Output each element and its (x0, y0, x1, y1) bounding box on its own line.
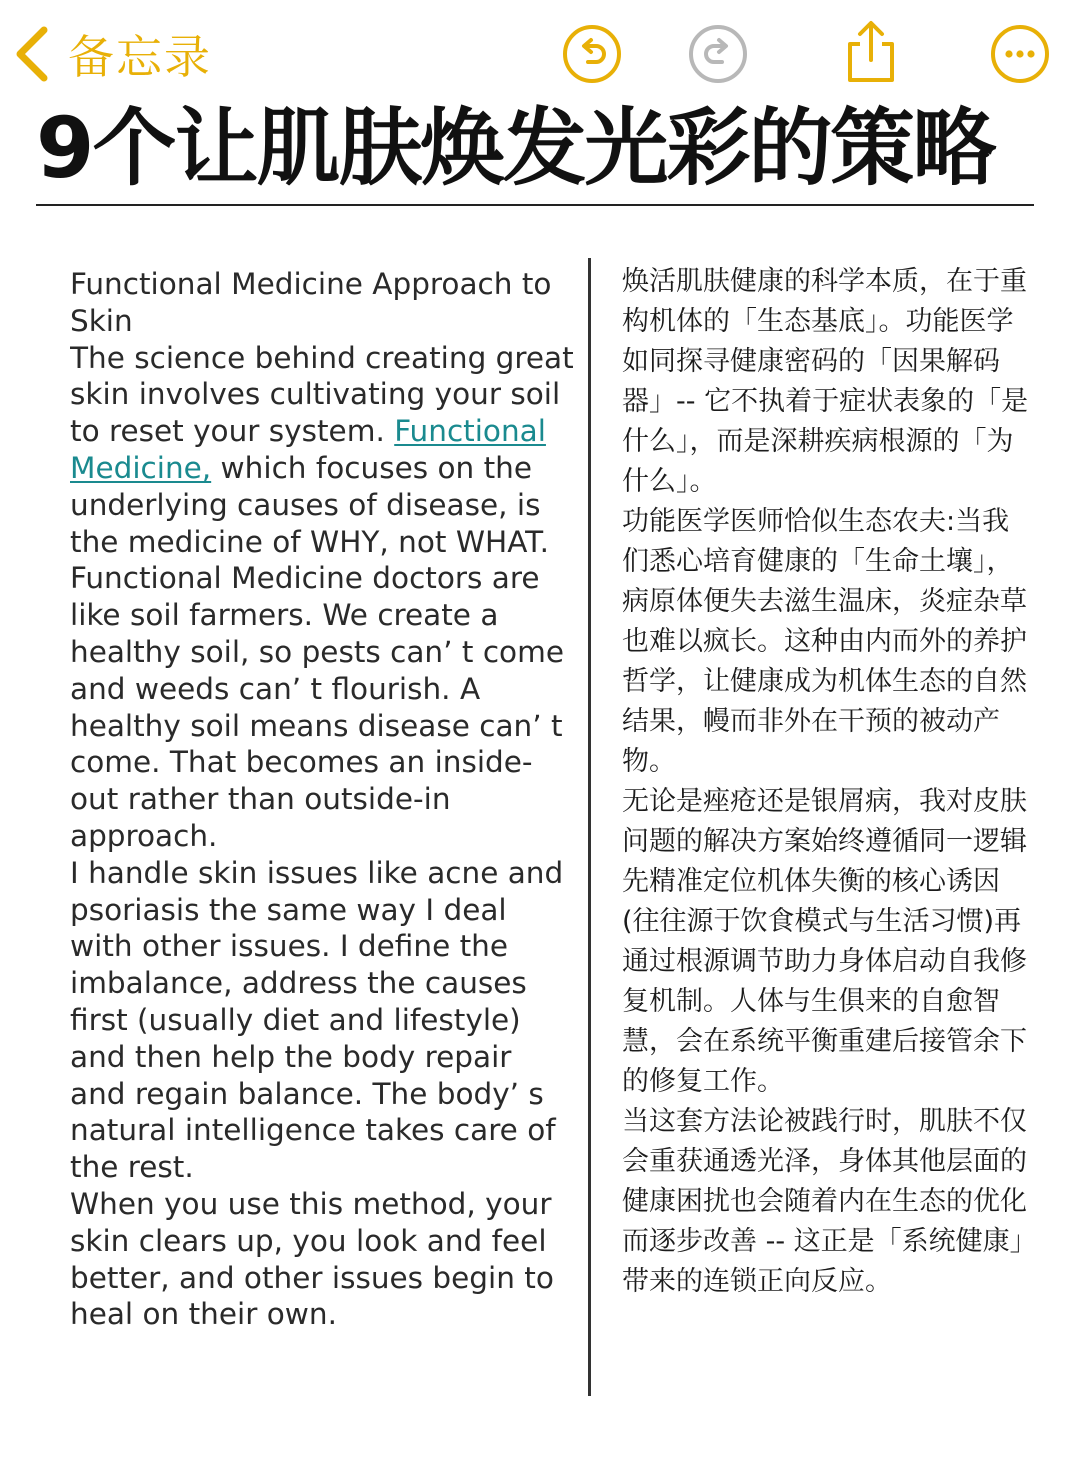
english-p1-text-a: The science behind creating great skin involves cultivating your soil to reset your system. (70, 340, 574, 449)
share-icon (842, 18, 900, 86)
redo-button[interactable] (688, 24, 748, 84)
english-paragraph-4: When you use this method, your skin clears up, you look and feel better, and other issues begin to heal on their own. (70, 1186, 554, 1332)
english-column (70, 266, 575, 1386)
english-p1-text-b: which focuses on the underlying causes of disease, is the medicine of WHY, not WHAT. (70, 450, 550, 559)
english-paragraph-3: I handle skin issues like acne and psoriasis the same way I deal with other issues. I define the imbalance, address the causes first (usually diet and lifestyle) and then help the body repair and regain balance. The body’ s natural intelligence takes care of the rest. (70, 855, 564, 1185)
share-button[interactable] (842, 18, 900, 86)
title-divider (36, 204, 1034, 206)
note-title: 9个让肌肤焕发光彩的策略 (36, 99, 995, 197)
functional-medicine-link[interactable]: Functional Medicine, (70, 414, 546, 485)
ellipsis-icon (990, 24, 1050, 84)
redo-icon (688, 24, 748, 84)
chinese-paragraph-1: 焕活肌肤健康的科学本质，在于重构机体的「生态基底」。功能医学如同探寻健康密码的「因果解码器」-- 它不执着于症状表象的「是什么」，而是深耕疾病根源的「为什么」。 (622, 266, 1029, 497)
chinese-column (622, 262, 1032, 1342)
more-button[interactable] (990, 24, 1050, 84)
back-button[interactable] (10, 22, 212, 86)
english-paragraph-1 (70, 340, 575, 561)
notes-toolbar (0, 0, 1080, 105)
undo-icon (562, 24, 622, 84)
english-heading: Functional Medicine Approach to Skin (70, 267, 552, 338)
undo-button[interactable] (562, 24, 622, 84)
chevron-left-icon (10, 24, 54, 84)
column-divider (588, 258, 591, 1396)
chinese-paragraph-3: 无论是痤疮还是银屑病，我对皮肤问题的解决方案始终遵循同一逻辑先精准定位机体失衡的核心诱因(往往源于饮食模式与生活习惯)再通过根源调节助力身体启动自我修复机制。人体与生俱来的自愈智慧，会在系统平衡重建后接管余下的修复工作。 (622, 786, 1027, 1097)
chinese-paragraph-2: 功能医学医师恰似生态农夫:当我们悉心培育健康的「生命土壤」，病原体便失去滋生温床，炎症杂草也难以疯长。这种由内而外的养护哲学，让健康成为机体生态的自然结果，幔而非外在干预的被动产物。 (622, 506, 1027, 777)
back-label: 备忘录 (68, 30, 212, 84)
chinese-paragraph-4: 当这套方法论被践行时，肌肤不仅会重获通透光泽，身体其他层面的健康困扰也会随着内在生态的优化而逐步改善 -- 这正是「系统健康」带来的连锁正向反应。 (622, 1106, 1027, 1297)
english-paragraph-2: Functional Medicine doctors are like soil farmers. We create a healthy soil, so pests can’ t come and weeds can’ t flourish. A healthy soil means disease can’ t come. That becomes an inside-out rather than outside-in approach. (70, 561, 564, 853)
